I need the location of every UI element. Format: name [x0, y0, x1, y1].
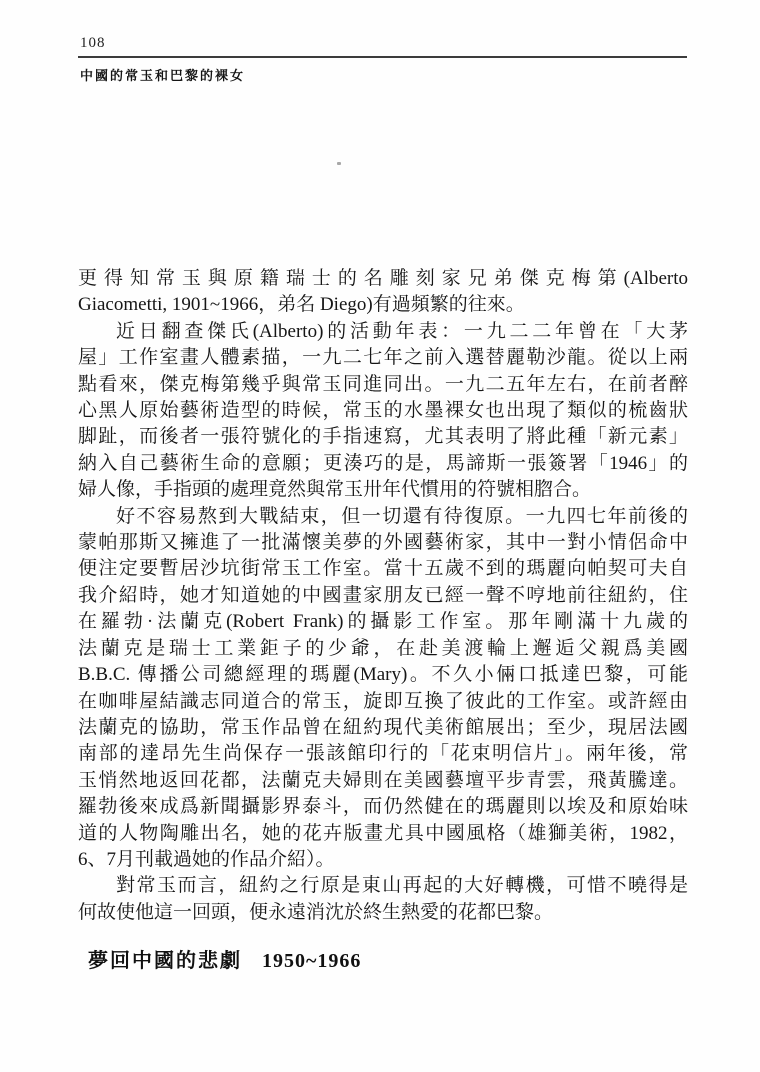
text-line: 蒙帕那斯又擁進了一批滿懷美夢的外國藝術家，其中一對小情侶命中	[78, 532, 688, 554]
running-header: 中國的常玉和巴黎的裸女	[80, 69, 246, 84]
text-line: 南部的達昂先生尚保存一張該館印行的「花束明信片」。兩年後，常	[78, 743, 688, 765]
text-line: 我介紹時，她才知道她的中國畫家朋友已經一聲不哼地前往紐約，住	[78, 584, 688, 606]
text-line: 道的人物陶雕出名，她的花卉版畫尤具中國風格（雄獅美術，1982，	[78, 822, 688, 844]
text-line: 脚趾，而後者一張符號化的手指速寫，尤其表明了將此種「新元素」	[78, 426, 688, 448]
text-line: 何故使他這一回頭，便永遠消沈於終生熱愛的花都巴黎。	[78, 901, 554, 923]
text-line: 在咖啡屋結識志同道合的常玉，旋即互換了彼此的工作室。或許經由	[78, 690, 688, 712]
text-line: 屋」工作室畫人體素描，一九二七年之前入選替麗勒沙龍。從以上兩	[78, 347, 688, 369]
text-line: 法蘭克是瑞士工業鉅子的少爺，在赴美渡輪上邂逅父親爲美國	[78, 637, 688, 659]
text-line: 好不容易熬到大戰結束，但一切還有待復原。一九四七年前後的	[116, 505, 688, 527]
section-heading-years: 1950~1966	[262, 950, 362, 972]
header-rule	[78, 56, 687, 58]
text-line: 在羅勃·法蘭克(Robert Frank)的攝影工作室。那年剛滿十九歲的	[78, 611, 688, 633]
section-heading	[88, 944, 361, 973]
text-line: 6、7月刊載過她的作品介紹）。	[78, 848, 335, 870]
text-line: 對常玉而言，紐約之行原是東山再起的大好轉機，可惜不曉得是	[116, 875, 688, 897]
scan-speck-artifact	[337, 162, 341, 165]
text-line: 心黑人原始藝術造型的時候，常玉的水墨裸女也出現了類似的梳齒狀	[78, 400, 688, 422]
text-line: Giacometti, 1901~1966，弟名 Diego)有過頻繁的往來。	[78, 294, 525, 316]
body-text	[78, 266, 688, 926]
text-line: 納入自己藝術生命的意願；更湊巧的是，馬諦斯一張簽署「1946」的	[78, 452, 688, 474]
text-line: 法蘭克的協助，常玉作品曾在紐約現代美術館展出；至少，現居法國	[78, 716, 688, 738]
text-line: B.B.C. 傳播公司總經理的瑪麗(Mary)。不久小倆口抵達巴黎，可能	[78, 664, 688, 686]
text-line: 近日翻查傑氏(Alberto)的活動年表：一九二二年曾在「大茅	[116, 320, 688, 342]
page-number: 108	[80, 35, 106, 51]
text-line: 便注定要暫居沙坑街常玉工作室。當十五歲不到的瑪麗向帕契可夫自	[78, 558, 688, 580]
text-line: 婦人像，手指頭的處理竟然與常玉卅年代慣用的符號相脗合。	[78, 479, 592, 501]
text-line: 羅勃後來成爲新聞攝影界泰斗，而仍然健在的瑪麗則以埃及和原始味	[78, 796, 688, 818]
section-heading-title: 夢回中國的悲劇	[88, 948, 242, 972]
text-line: 點看來，傑克梅第幾乎與常玉同進同出。一九二五年左右，在前者醉	[78, 373, 688, 395]
text-line: 更得知常玉與原籍瑞士的名雕刻家兄弟傑克梅第(Alberto	[78, 268, 688, 289]
text-line: 玉悄然地返回花都，法蘭克夫婦則在美國藝壇平步青雲，飛黃騰達。	[78, 769, 688, 791]
